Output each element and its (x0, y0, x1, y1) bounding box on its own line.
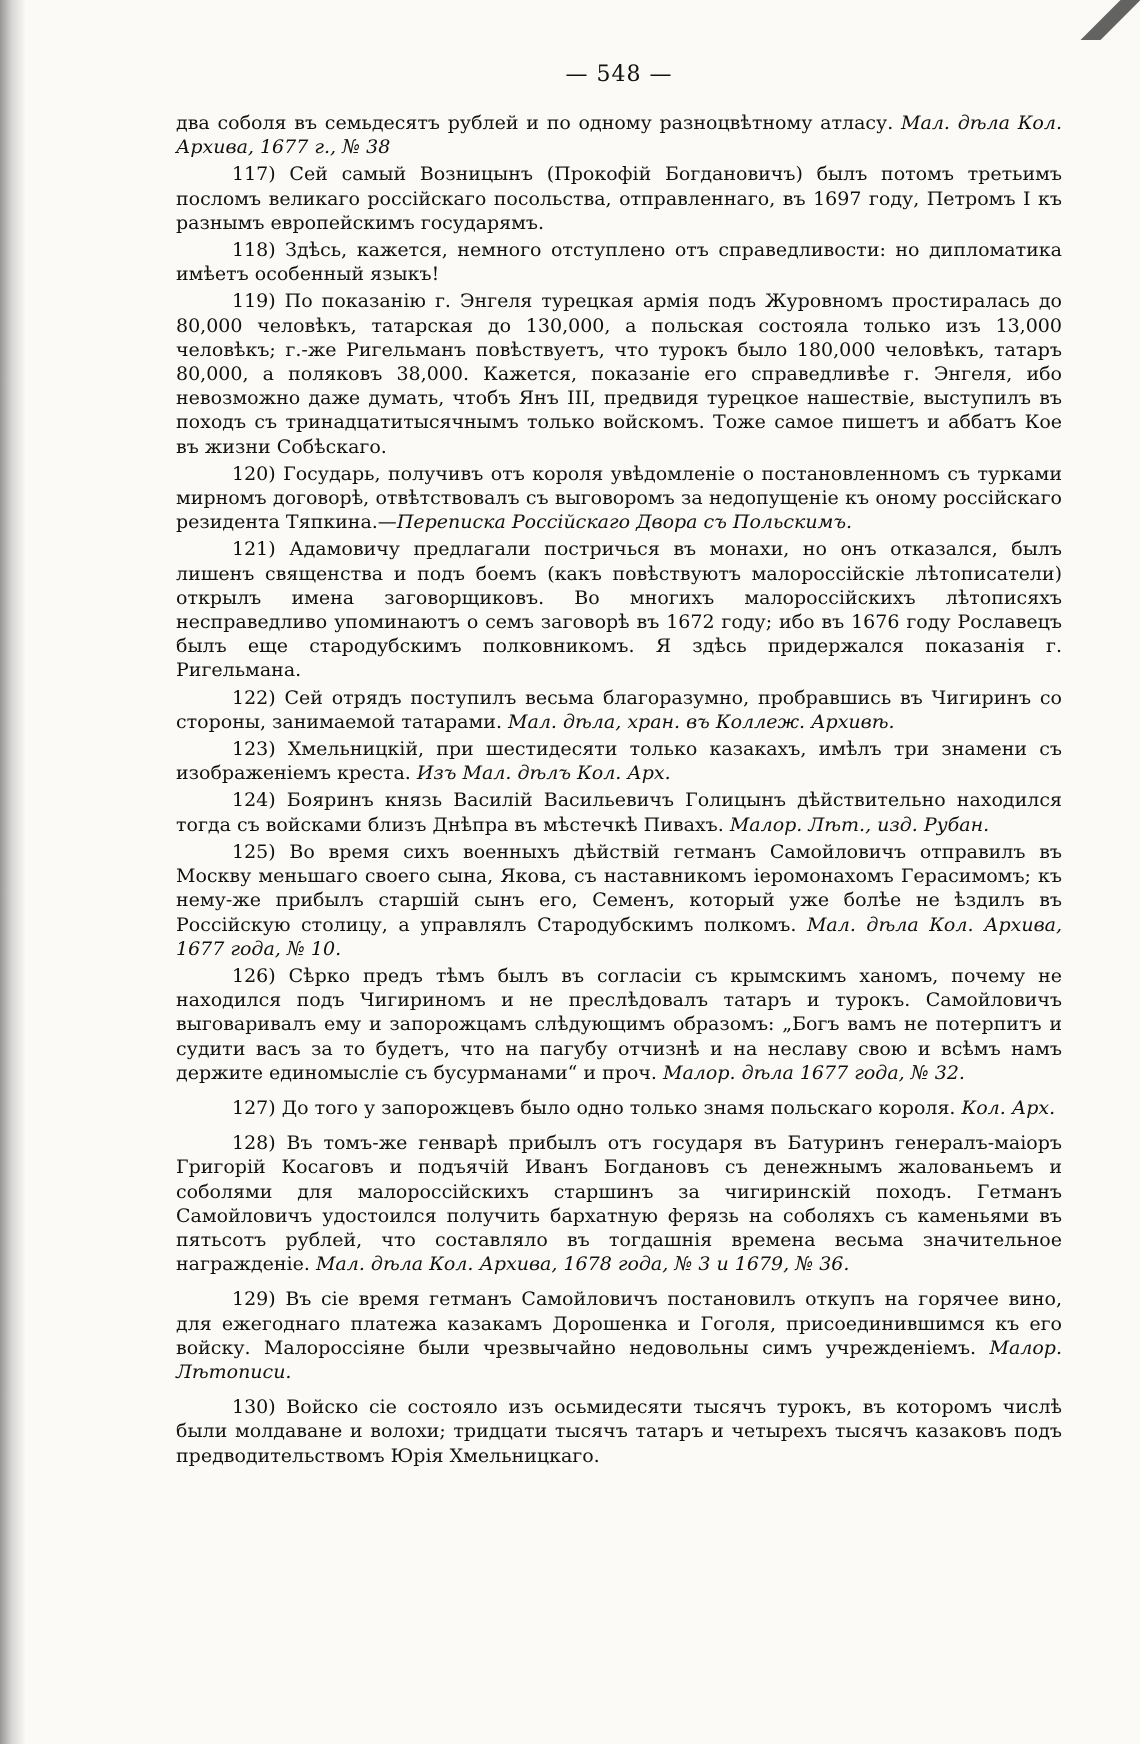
note-source: Малор. Лѣтописи. (176, 1336, 1063, 1383)
note-127 (176, 1096, 1062, 1120)
note-text: 128) Въ томъ-же генварѣ прибылъ отъ государя въ Батуринъ генералъ-маіоръ Григорій Косаговъ и подъячій Иванъ Богдановъ съ денежнымъ жалованьемъ и соболями для малороссійскихъ старшинъ за чигиринскій походъ. Гетманъ Самойловичъ удостоился получить бархатную ферязь на соболяхъ съ каменьями въ пятьсотъ рублей, что составляло въ тогдашнія времена весьма значительное награжденіе. (176, 1132, 1062, 1276)
note-source: Переписка Россійскаго Двора съ Польскимъ. (396, 511, 853, 534)
note-source: Мал. дѣла Кол. Архива, 1677 года, № 10. (176, 913, 1063, 960)
note-source: Изъ Мал. дѣлъ Кол. Арх. (416, 762, 671, 785)
note-126 (176, 964, 1062, 1085)
note-text: 120) Государь, получивъ отъ короля увѣдомленіе о постановленномъ съ турками мирномъ договорѣ, отвѣтствовалъ съ выговоромъ за недопущеніе къ оному россійскаго резидента Тяпкина.— (176, 462, 1062, 534)
note-text: 121) Адамовичу предлагали постричься въ монахи, но онъ отказался, былъ лишенъ священства и подъ боемъ (какъ повѣствуютъ малороссійскіе лѣтописатели) открылъ имена заговорщиковъ. Во многихъ малороссійскихъ лѣтописяхъ несправедливо упоминаютъ о семъ заговорѣ въ 1672 году; ибо въ 1676 году Рославецъ былъ еще стародубскимъ полковникомъ. Я здѣсь придержался показанія г. Ригельмана. (176, 538, 1062, 682)
scan-edge-shadow (0, 0, 26, 1744)
note-source: Малор. дѣла 1677 года, № 32. (663, 1061, 965, 1084)
note-130 (176, 1395, 1062, 1468)
note-text: 117) Сей самый Возницынъ (Прокофій Богдановичъ) былъ потомъ третьимъ посломъ великаго россійскаго посольства, отправленнаго, въ 1697 году, Петромъ I къ разнымъ европейскимъ государямъ. (176, 163, 1062, 234)
note-123 (176, 737, 1062, 785)
note-text: 124) Бояринъ князь Василій Васильевичъ Голицынъ дѣйствительно находился тогда съ войсками близъ Днѣпра въ мѣстечкѣ Пивахъ. (176, 789, 1062, 836)
note-text: два соболя въ семьдесятъ рублей и по одному разноцвѣтному атласу. (176, 112, 894, 134)
note-source: Мал. дѣла, хран. въ Коллеж. Архивѣ. (508, 710, 895, 733)
note-129 (176, 1287, 1062, 1384)
note-121 (176, 537, 1062, 682)
note-source: Мал. дѣла Кол. Архива, 1678 года, № 3 и 1679, № 36. (315, 1253, 850, 1276)
note-text: 125) Во время сихъ военныхъ дѣйствій гетманъ Самойловичъ отправилъ въ Москву меньшаго своего сына, Якова, съ наставникомъ іеромонахомъ Герасимомъ; къ нему-же прибылъ старшій сынъ его, Семенъ, который уже болѣе не ѣздилъ въ Россійскую столицу, а управлялъ Стародубскимъ полкомъ. (176, 840, 1062, 936)
note-text: 126) Сѣрко предъ тѣмъ былъ въ согласіи съ крымскимъ ханомъ, почему не находился подъ Чигириномъ и не преслѣдовалъ татаръ и турокъ. Самойловичъ выговаривалъ ему и запорожцамъ слѣдующимъ образомъ: „Богъ вамъ не потерпитъ и судити васъ за то будетъ, что на пагубу отчизнѣ и на неславу свою и всѣмъ намъ держите единомысліе съ бусурманами“ и проч. (176, 964, 1062, 1084)
note-continuation (176, 111, 1062, 159)
note-text: 127) До того у запорожцевъ было одно только знамя польскаго короля. (232, 1096, 956, 1119)
note-120 (176, 462, 1062, 535)
note-text: 130) Войско сіе состояло изъ осьмидесяти тысячъ турокъ, въ которомъ числѣ были молдаване и волохи; тридцати тысячъ татаръ и четырехъ тысячъ казаковъ подъ предводительствомъ Юрія Хмельницкаго. (176, 1396, 1062, 1467)
note-text: 119) По показанію г. Энгеля турецкая армія подъ Журовномъ простиралась до 80,000 человѣкъ, татарская до 130,000, а польская состояла только изъ 13,000 человѣкъ; г.-же Ригельманъ повѣствуетъ, что турокъ было 180,000 человѣкъ, татаръ 80,000, а поляковъ 38,000. Кажется, показаніе его справедливѣе г. Энгеля, ибо невозможно даже думать, чтобъ Янъ III, предвидя турецкое нашествіе, выступилъ въ походъ съ тринадцатитысячнымъ только войскомъ. Тоже самое пишетъ и аббатъ Кое въ жизни Собѣскаго. (176, 290, 1062, 458)
note-118 (176, 238, 1062, 286)
note-128 (176, 1131, 1062, 1276)
note-source: Мал. дѣла Кол. Архива, 1677 г., № 38 (176, 112, 1063, 159)
note-122 (176, 686, 1062, 734)
note-text: 122) Сей отрядъ поступилъ весьма благоразумно, пробравшись въ Чигиринъ со стороны, занимаемой татарами. (176, 686, 1062, 733)
note-source: Кол. Арх. (961, 1096, 1056, 1119)
document-page (176, 62, 1062, 1471)
note-source: Малор. Лѣт., изд. Рубан. (729, 813, 990, 836)
note-124 (176, 788, 1062, 836)
note-119 (176, 289, 1062, 458)
scan-corner-mark (1080, 0, 1140, 40)
note-text: 123) Хмельницкій, при шестидесяти только казакахъ, имѣлъ три знамени съ изображеніемъ креста. (176, 738, 1062, 785)
page-number: — 548 — (565, 62, 673, 87)
note-text: 129) Въ сіе время гетманъ Самойловичъ постановилъ откупъ на горячее вино, для ежегоднаго платежа казакамъ Дорошенка и Гоголя, присоединившимся къ его войску. Малороссіяне были чрезвычайно недовольны симъ учрежденіемъ. (176, 1288, 1062, 1359)
note-117 (176, 162, 1062, 235)
note-text: 118) Здѣсь, кажется, немного отступлено отъ справедливости: но дипломатика имѣетъ особенный языкъ! (176, 239, 1062, 286)
note-125 (176, 840, 1062, 961)
